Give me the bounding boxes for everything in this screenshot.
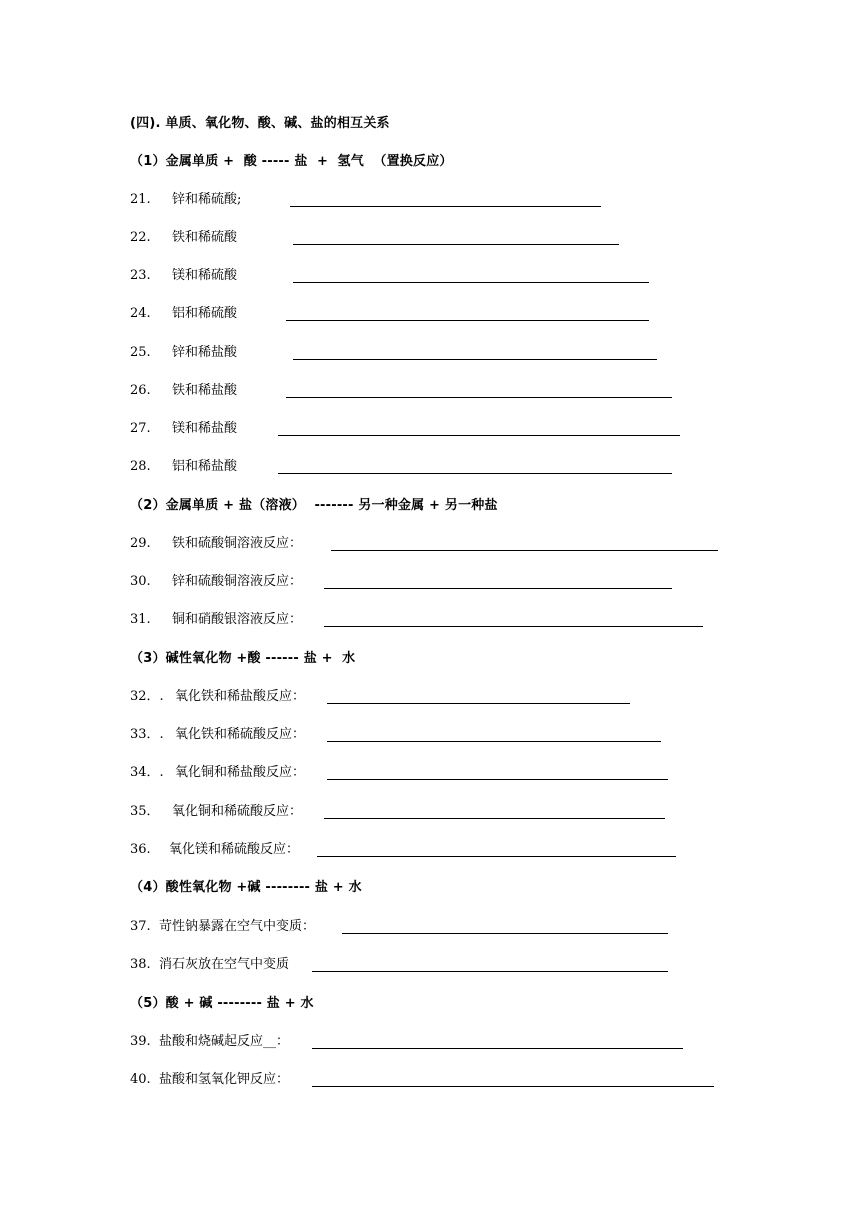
answer-line[interactable] [278,435,680,436]
item-number: 23. [130,268,151,283]
exercise-row-39 [0,1034,860,1054]
item-number: 29. [130,536,151,551]
subsection-heading-5: （5）酸 + 碱 -------- 盐 + 水 [130,996,314,1011]
subsection-heading-3: （3）碱性氧化物 +酸 ------ 盐 + 水 [130,651,356,666]
exercise-row-28 [0,459,860,479]
exercise-row-26 [0,383,860,403]
item-number: 37. [130,919,151,934]
answer-line[interactable] [317,856,676,857]
answer-line[interactable] [327,703,630,704]
item-label: 铁和稀盐酸 [172,383,238,398]
item-label: 铁和硫酸铜溶液反应： [172,536,303,551]
item-label: 镁和稀硫酸 [172,268,238,283]
exercise-row-33 [0,727,860,747]
exercise-row-32 [0,689,860,709]
item-label: 铜和硝酸银溶液反应： [172,612,303,627]
exercise-row-38 [0,957,860,977]
section-title: (四). 单质、氧化物、酸、碱、盐的相互关系 [130,116,390,131]
item-label: 锌和硫酸铜溶液反应： [172,574,303,589]
item-number: 26. [130,383,151,398]
item-number: 32．. [130,689,164,704]
exercise-row-36 [0,842,860,862]
item-label: 铝和稀硫酸 [172,306,238,321]
item-label: 氧化镁和稀硫酸反应： [169,842,300,857]
answer-line[interactable] [286,397,672,398]
item-label: 盐酸和烧碱起反应__： [159,1034,290,1049]
item-number: 25. [130,345,151,360]
answer-line[interactable] [331,550,718,551]
answer-line[interactable] [324,818,665,819]
answer-line[interactable] [327,779,668,780]
item-number: 22. [130,230,151,245]
answer-line[interactable] [342,933,668,934]
answer-line[interactable] [293,244,619,245]
item-label: 铁和稀硫酸 [172,230,238,245]
exercise-row-21 [0,192,860,212]
exercise-row-23 [0,268,860,288]
answer-line[interactable] [312,971,668,972]
item-label: 氧化铁和稀盐酸反应： [175,689,306,704]
answer-line[interactable] [324,626,703,627]
exercise-row-27 [0,421,860,441]
answer-line[interactable] [278,473,672,474]
subsection-heading-4: （4）酸性氧化物 +碱 -------- 盐 + 水 [130,880,362,895]
exercise-row-29 [0,536,860,556]
answer-line[interactable] [293,359,657,360]
exercise-row-31 [0,612,860,632]
item-number: 39. [130,1034,151,1049]
item-number: 35． [130,804,160,819]
answer-line[interactable] [312,1048,683,1049]
answer-line[interactable] [293,282,649,283]
subsection-heading-1: （1）金属单质 + 酸 ----- 盐 + 氢气 （置换反应） [130,154,453,169]
item-label: 消石灰放在空气中变质 [159,957,290,972]
exercise-row-35 [0,804,860,824]
item-label: 镁和稀盐酸 [172,421,238,436]
answer-line[interactable] [324,588,672,589]
exercise-row-22 [0,230,860,250]
answer-line[interactable] [286,320,649,321]
subsection-heading-2: （2）金属单质 + 盐（溶液） ------- 另一种金属 + 另一种盐 [130,498,498,513]
item-number: 36. [130,842,151,857]
exercise-row-25 [0,345,860,365]
exercise-row-30 [0,574,860,594]
answer-line[interactable] [327,741,661,742]
answer-line[interactable] [290,206,601,207]
exercise-row-24 [0,306,860,326]
exercise-row-34 [0,765,860,785]
item-number: 24. [130,306,151,321]
answer-line[interactable] [312,1086,714,1087]
item-number: 31. [130,612,151,627]
item-number: 40. [130,1072,151,1087]
item-label: 氧化铜和稀硫酸反应： [172,804,303,819]
item-label: 氧化铜和稀盐酸反应： [175,765,306,780]
item-label: 盐酸和氢氧化钾反应： [159,1072,290,1087]
item-label: 锌和稀盐酸 [172,345,238,360]
item-number: 38. [130,957,151,972]
item-number: 28. [130,459,151,474]
item-label: 氧化铁和稀硫酸反应： [175,727,306,742]
item-number: 30. [130,574,151,589]
exercise-row-37 [0,919,860,939]
item-label: 苛性钠暴露在空气中变质： [159,919,316,934]
item-number: 27. [130,421,151,436]
item-number: 21. [130,192,151,207]
item-number: 34．. [130,765,164,780]
item-label: 锌和稀硫酸; [172,192,242,207]
item-label: 铝和稀盐酸 [172,459,238,474]
item-number: 33．. [130,727,164,742]
exercise-row-40 [0,1072,860,1092]
